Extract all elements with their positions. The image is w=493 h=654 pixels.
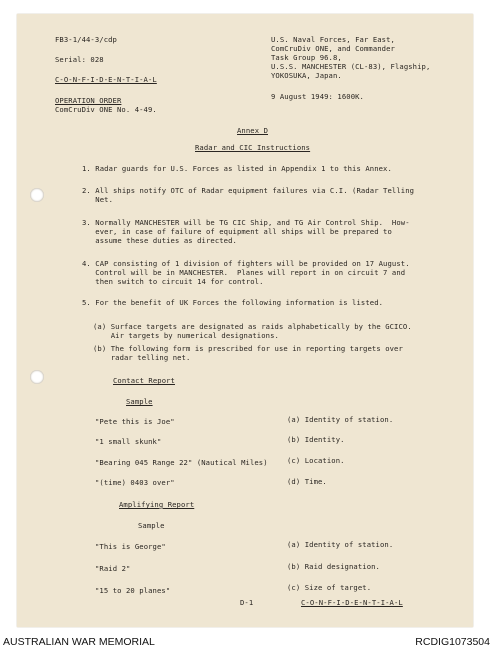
report-meaning: (b) Raid designation. <box>287 562 380 571</box>
instruction-item: 4. CAP consisting of 1 division of fighters will be provided on 17 August. <box>82 259 410 268</box>
sub-item: (b) The following form is prescribed for use in reporting targets over <box>93 344 403 353</box>
credit-bar <box>0 632 493 654</box>
sub-item: radar telling net. <box>93 353 191 362</box>
report-line: "Raid 2" <box>95 564 131 573</box>
report-meaning: (d) Time. <box>287 477 327 486</box>
report-meaning: (b) Identity. <box>287 435 345 444</box>
report-meaning: (a) Identity of station. <box>287 540 394 549</box>
punch-hole <box>30 370 44 384</box>
origin-line: Task Group 96.8, <box>271 53 342 62</box>
amplifying-report-heading: Amplifying Report <box>119 500 195 509</box>
report-line: "1 small skunk" <box>95 437 162 446</box>
report-line: "15 to 20 planes" <box>95 586 171 595</box>
page-number: D-1 <box>240 598 254 607</box>
contact-report-heading: Contact Report <box>113 376 175 385</box>
instruction-item: 3. Normally MANCHESTER will be TG CIC Ship, and TG Air Control Ship. How- <box>82 218 410 227</box>
classification-marking: C-O-N-F-I-D-E-N-T-I-A-L <box>55 75 157 84</box>
annex-title: Annex D <box>237 126 268 135</box>
instruction-item: then switch to circuit 14 for control. <box>82 277 264 286</box>
origin-line: YOKOSUKA, Japan. <box>271 71 342 80</box>
punch-hole <box>30 188 44 202</box>
file-reference: FB3-1/44-3/cdp <box>55 35 117 44</box>
report-line: "(time) 0403 over" <box>95 478 175 487</box>
report-line: "Bearing 045 Range 22" (Nautical Miles) <box>95 458 268 467</box>
serial-number: Serial: 028 <box>55 55 104 64</box>
instruction-item: Control will be in MANCHESTER. Planes will report in on circuit 7 and <box>82 268 406 277</box>
report-meaning: (a) Identity of station. <box>287 415 394 424</box>
order-title: OPERATION ORDER <box>55 96 122 105</box>
report-line: "Pete this is Joe" <box>95 417 175 426</box>
annex-subtitle: Radar and CIC Instructions <box>195 143 311 152</box>
sub-item: (a) Surface targets are designated as raids alphabetically by the GCICO. <box>93 322 412 331</box>
instruction-item: Net. <box>82 195 113 204</box>
order-date: 9 August 1949: 1600K. <box>271 92 364 101</box>
instruction-item: 5. For the benefit of UK Forces the following information is listed. <box>82 298 384 307</box>
instruction-item: assume these duties as directed. <box>82 236 237 245</box>
archive-credit: AUSTRALIAN WAR MEMORIAL <box>3 636 155 648</box>
instruction-item: 1. Radar guards for U.S. Forces as listed in Appendix 1 to this Annex. <box>82 164 392 173</box>
report-line: "This is George" <box>95 542 166 551</box>
origin-line: U.S. Naval Forces, Far East, <box>271 35 395 44</box>
footer-classification: C-O-N-F-I-D-E-N-T-I-A-L <box>301 598 403 607</box>
archive-id: RCDIG1073504 <box>415 636 490 648</box>
contact-report-sample: Sample <box>126 397 153 406</box>
amplifying-report-sample: Sample <box>138 521 165 530</box>
sub-item: Air targets by numerical designations. <box>93 331 279 340</box>
report-meaning: (c) Size of target. <box>287 583 372 592</box>
report-meaning: (c) Location. <box>287 456 345 465</box>
order-number: ComCruDiv ONE No. 4-49. <box>55 105 157 114</box>
instruction-item: 2. All ships notify OTC of Radar equipment failures via C.I. (Radar Telling <box>82 186 415 195</box>
origin-line: U.S.S. MANCHESTER (CL-83), Flagship, <box>271 62 431 71</box>
instruction-item: ever, in case of failure of equipment all ships will be prepared to <box>82 227 392 236</box>
origin-line: ComCruDiv ONE, and Commander <box>271 44 395 53</box>
